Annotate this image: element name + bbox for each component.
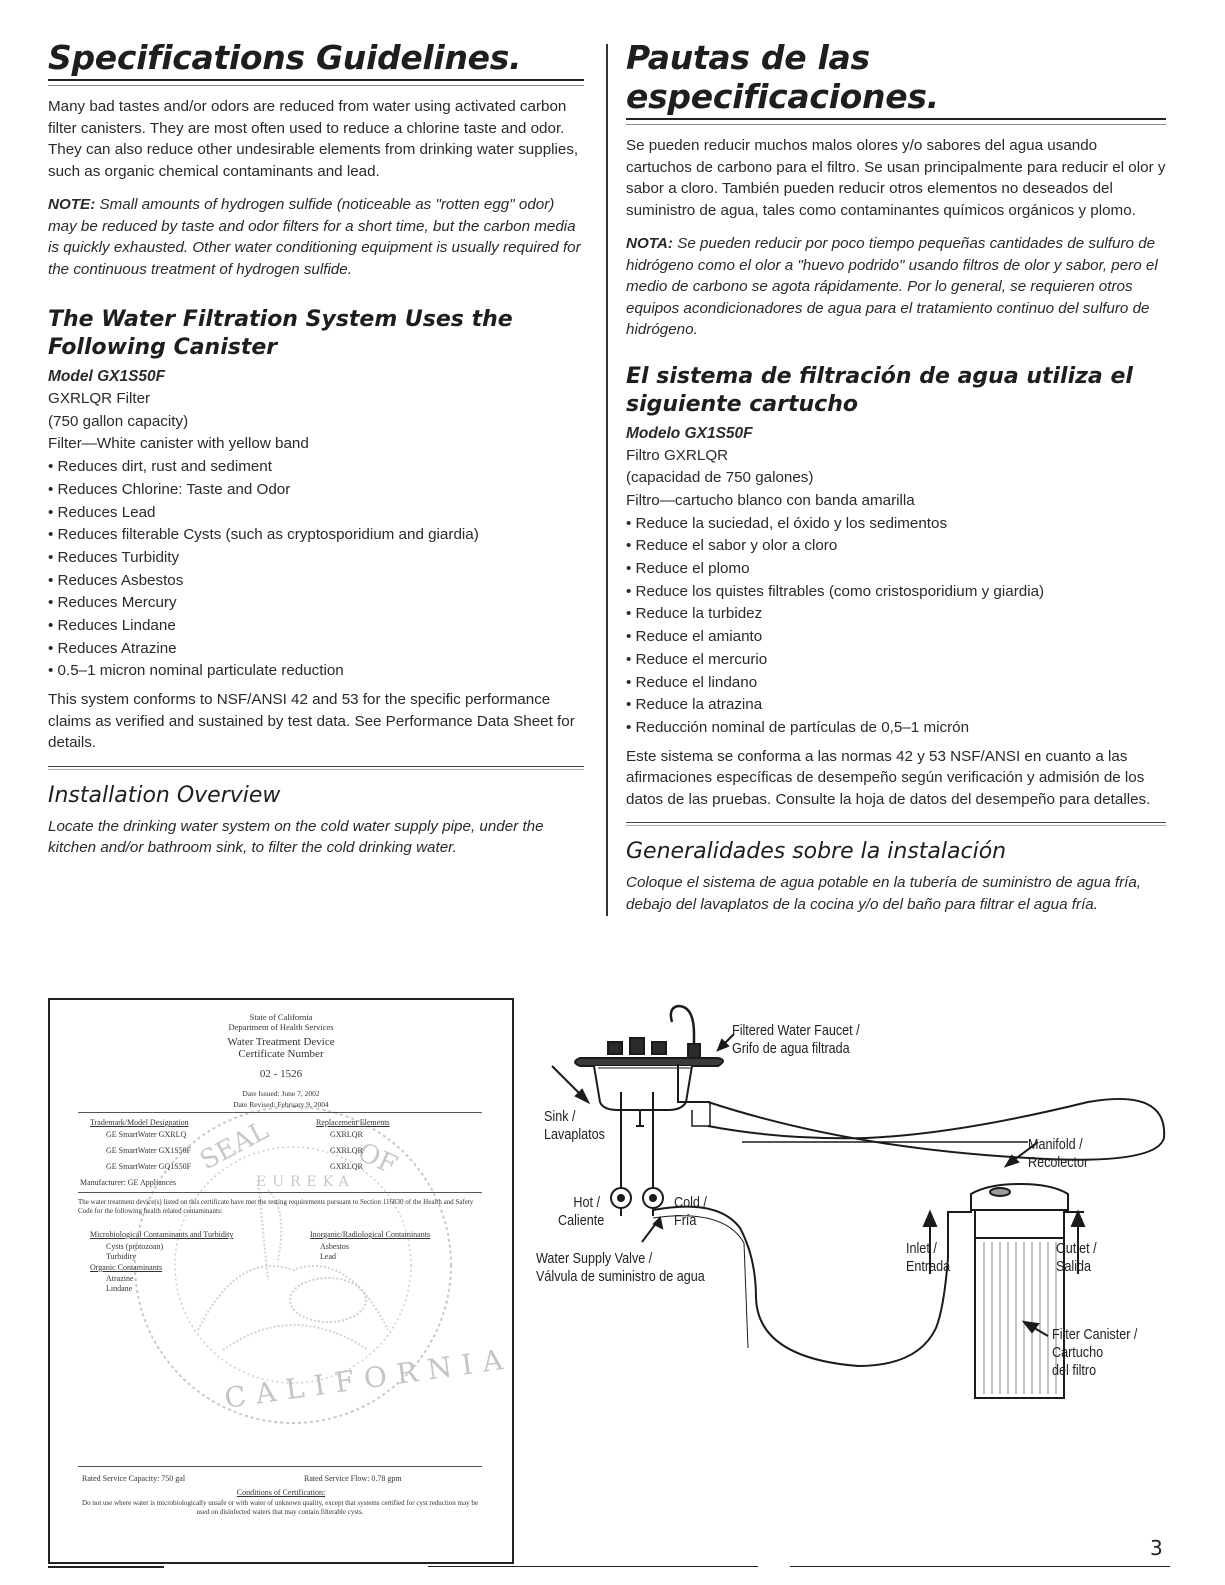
label-cold xyxy=(674,1194,707,1230)
install-heading-en: Installation Overview xyxy=(48,782,281,808)
column-divider xyxy=(606,44,608,916)
cert-organic-item: Lindane xyxy=(106,1284,133,1293)
page-title-es: Pautas de las especificaciones. xyxy=(626,38,939,116)
install-paragraph-es: Coloque el sistema de agua potable en la tubería de suministro de agua fría, debajo del lavaplatos de la cocina y/o del baño para filtrar el agua fría. xyxy=(626,874,1142,913)
label-hot xyxy=(558,1194,604,1230)
list-item: • Reduces Atrazine xyxy=(48,638,584,661)
label-line: Grifo de agua filtrada xyxy=(732,1040,850,1057)
seal-text: SEAL xyxy=(195,1115,274,1177)
list-item: • Reduces filterable Cysts (such as cryptosporidium and giardia) xyxy=(48,524,584,547)
footer-rule xyxy=(48,1566,164,1568)
label-water-supply-valve xyxy=(536,1250,705,1286)
label-manifold xyxy=(1028,1136,1088,1172)
footer-rule xyxy=(790,1566,1170,1567)
list-item: • Reduces Turbidity xyxy=(48,547,584,570)
note-label: NOTE: xyxy=(48,196,96,213)
label-line: Filter Canister / xyxy=(1052,1326,1138,1343)
list-item: • Reduces Chlorine: Taste and Odor xyxy=(48,479,584,502)
label-line: Manifold / xyxy=(1028,1136,1083,1153)
label-line: Inlet / xyxy=(906,1240,937,1257)
section-divider xyxy=(48,766,584,770)
cert-date-revised: Date Revised: February 9, 2004 xyxy=(233,1100,329,1109)
cert-inorganic-item: Asbestos xyxy=(320,1242,349,1251)
cert-number: 02 - 1526 xyxy=(259,1068,303,1080)
list-item: • Reduce el sabor y olor a cloro xyxy=(626,535,1166,558)
cert-replacement: GXRLQR xyxy=(330,1162,363,1171)
intro-paragraph-es: Se pueden reducir muchos malos olores y/o sabores del agua usando cartuchos de carbono para el filtro. Se usan principalmente para reducir el olor y sabor a cloro. También pueden reducir otros elementos no deseados del suministro de agua, tales como contaminantes químicos orgánicos y plomo. xyxy=(626,137,1166,219)
filter-lines-es xyxy=(626,445,1166,513)
model-heading-en: Model GX1S50F xyxy=(48,368,166,385)
list-item: • Reduce el plomo xyxy=(626,558,1166,581)
reduction-list-es xyxy=(626,513,1166,740)
filter-line: GXRLQR Filter xyxy=(48,390,151,407)
cert-replacement: GXRLQR xyxy=(330,1130,363,1139)
cert-rule xyxy=(78,1112,482,1113)
label-line: Lavaplatos xyxy=(544,1126,605,1143)
note-paragraph-es xyxy=(626,233,1166,341)
cert-organic-item: Atrazine xyxy=(106,1274,134,1283)
list-item: • Reduce los quistes filtrables (como cristosporidium y giardia) xyxy=(626,581,1166,604)
seal-text: OF xyxy=(353,1137,402,1181)
label-line: Válvula de suministro de agua xyxy=(536,1268,705,1285)
list-item: • Reduces dirt, rust and sediment xyxy=(48,456,584,479)
cert-rule xyxy=(78,1192,482,1193)
label-line: Cold / xyxy=(674,1194,707,1211)
cert-manufacturer: Manufacturer: GE Appliances xyxy=(80,1178,176,1187)
cert-replacement: GXRLQR xyxy=(330,1146,363,1155)
conformance-paragraph-en: This system conforms to NSF/ANSI 42 and 53 for the specific performance claims as verified and sustained by test data. See Performance Data Sheet for details. xyxy=(48,691,575,752)
label-line: Water Supply Valve / xyxy=(536,1250,653,1267)
list-item: • Reduces Asbestos xyxy=(48,570,584,593)
list-item: • Reduce la turbidez xyxy=(626,603,1166,626)
california-certificate xyxy=(48,998,514,1564)
filter-line: Filter—White canister with yellow band xyxy=(48,435,309,453)
canister-heading-es: El sistema de filtración de agua utiliza el siguiente cartucho xyxy=(626,363,1133,417)
install-heading-es: Generalidades sobre la instalación xyxy=(626,839,1007,865)
list-item: • Reduce la suciedad, el óxido y los sedimentos xyxy=(626,513,1166,536)
list-item: • Reduce el mercurio xyxy=(626,649,1166,672)
label-outlet xyxy=(1056,1240,1097,1276)
filter-line: (capacidad de 750 galones) xyxy=(626,469,814,487)
cert-micro-item: Turbidity xyxy=(106,1252,136,1261)
list-item: • Reduces Mercury xyxy=(48,592,584,615)
cert-model: GE SmartWater GXRLQ xyxy=(106,1130,187,1139)
list-item: • Reduce el amianto xyxy=(626,626,1166,649)
cert-department: Department of Health Services xyxy=(228,1022,334,1032)
page-number: 3 xyxy=(1150,1536,1163,1560)
list-item: • Reduces Lead xyxy=(48,502,584,525)
label-line: Recolector xyxy=(1028,1154,1089,1171)
label-line: Sink / xyxy=(544,1108,576,1125)
cert-device: Water Treatment Device xyxy=(227,1036,335,1048)
intro-paragraph-en: Many bad tastes and/or odors are reduced from water using activated carbon filter canisters. They are most often used to reduce a chlorine taste and odor. They can also reduce other undesirable elements from drinking water supplies, such as organic chemical contaminants and lead. xyxy=(48,98,579,180)
label-line: Outlet / xyxy=(1056,1240,1097,1257)
cert-col-trademark: Trademark/Model Designation xyxy=(90,1118,189,1127)
label-line: del filtro xyxy=(1052,1362,1097,1379)
cert-model: GE SmartWater GX1S50F xyxy=(106,1146,192,1155)
install-paragraph-en: Locate the drinking water system on the cold water supply pipe, under the kitchen and/or bathroom sink, to filter the cold drinking water. xyxy=(48,817,544,857)
label-line: Cartucho xyxy=(1052,1344,1104,1361)
english-column xyxy=(48,38,584,871)
filter-line: Filtro—cartucho blanco con banda amarilla xyxy=(626,491,915,509)
label-sink xyxy=(544,1108,605,1144)
cert-inorganic-item: Lead xyxy=(320,1252,336,1261)
cert-micro-heading: Microbiological Contaminants and Turbidity xyxy=(90,1230,234,1239)
label-filter-canister xyxy=(1052,1326,1137,1380)
cert-rule xyxy=(78,1466,482,1467)
label-line: Salida xyxy=(1056,1258,1092,1275)
cert-number-label: Certificate Number xyxy=(238,1048,324,1060)
page-title-en: Specifications Guidelines. xyxy=(48,38,522,77)
label-line: Filtered Water Faucet / xyxy=(732,1022,860,1039)
note-text: Small amounts of hydrogen sulfide (noticeable as "rotten egg" odor) may be reduced by taste and odor filters for a short time, but the carbon media is quickly exhausted. Other water conditioning equipment is usually required for the continuous treatment of hydrogen sulfide. xyxy=(48,196,581,278)
model-heading-es: Modelo GX1S50F xyxy=(626,424,753,442)
filter-line: Filtro GXRLQR xyxy=(626,446,729,464)
filter-lines-en xyxy=(48,388,584,456)
seal-text: EUREKA xyxy=(256,1174,355,1190)
cert-organic-heading: Organic Contaminants xyxy=(90,1263,163,1272)
cert-state: State of California xyxy=(249,1012,313,1022)
seal-text: CALIFORNIA xyxy=(222,1341,515,1415)
label-filtered-faucet xyxy=(732,1022,860,1058)
label-line: Fría xyxy=(674,1212,697,1229)
footer-rule xyxy=(428,1566,758,1567)
label-line: Caliente xyxy=(558,1212,605,1229)
canister-heading-en: The Water Filtration System Uses the Following Canister xyxy=(48,307,513,360)
list-item: • Reducción nominal de partículas de 0,5–1 micrón xyxy=(626,717,1166,740)
title-rule xyxy=(626,118,1166,125)
cert-date-issued: Date Issued: June 7, 2002 xyxy=(242,1089,320,1098)
cert-model: GE SmartWater GQ1S50F xyxy=(106,1162,192,1171)
note-paragraph-en xyxy=(48,194,584,280)
note-label: NOTA: xyxy=(626,235,673,252)
conformance-paragraph-es: Este sistema se conforma a las normas 42 y 53 NSF/ANSI en cuanto a las afirmaciones específicas de desempeño según verificación y admisión de los datos de las pruebas. Consulte la hoja de datos del desempeño para detalles. xyxy=(626,747,1151,808)
cert-flow: Rated Service Flow: 0.78 gpm xyxy=(304,1474,402,1483)
list-item: • Reduce el lindano xyxy=(626,672,1166,695)
label-line: Entrada xyxy=(906,1258,951,1275)
cert-micro-item: Cysts (protozoan) xyxy=(106,1242,164,1251)
filter-line: (750 gallon capacity) xyxy=(48,412,189,430)
section-divider xyxy=(626,822,1166,826)
label-inlet xyxy=(906,1240,950,1276)
list-item: • Reduce la atrazina xyxy=(626,694,1166,717)
list-item: • 0.5–1 micron nominal particulate reduction xyxy=(48,660,584,683)
spanish-column xyxy=(626,38,1166,927)
installation-diagram xyxy=(528,998,1178,1428)
cert-col-replacement: Replacement Elements xyxy=(316,1118,390,1127)
reduction-list-en xyxy=(48,456,584,683)
cert-inorganic-heading: Inorganic/Radiological Contaminants xyxy=(310,1230,431,1239)
title-rule xyxy=(48,79,584,86)
cert-conditions-heading: Conditions of Certification: xyxy=(236,1488,326,1497)
cert-statement: The water treatment device(s) listed on this certificate have met the testing requirements pursuant to Section 116830 of the Health and Safety Code for the following health related contaminants: xyxy=(78,1198,474,1215)
cert-conditions: Do not use where water is microbiologically unsafe or with water of unknown quality, except that systems certified for cyst reduction may be used on disinfected waters that may contain filterable cysts. xyxy=(82,1499,478,1516)
list-item: • Reduces Lindane xyxy=(48,615,584,638)
label-line: Hot / xyxy=(573,1194,600,1211)
note-text: Se pueden reducir por poco tiempo pequeñas cantidades de sulfuro de hidrógeno como el olor a "huevo podrido" usando filtros de olor y sabor, pero el medio de carbono se agota rápidamente. Por lo general, se requieren otros equipos acondicionadores de agua para el tratamiento continuo del sulfuro de hidrógeno. xyxy=(626,235,1158,338)
cert-capacity: Rated Service Capacity: 750 gal xyxy=(82,1474,186,1483)
